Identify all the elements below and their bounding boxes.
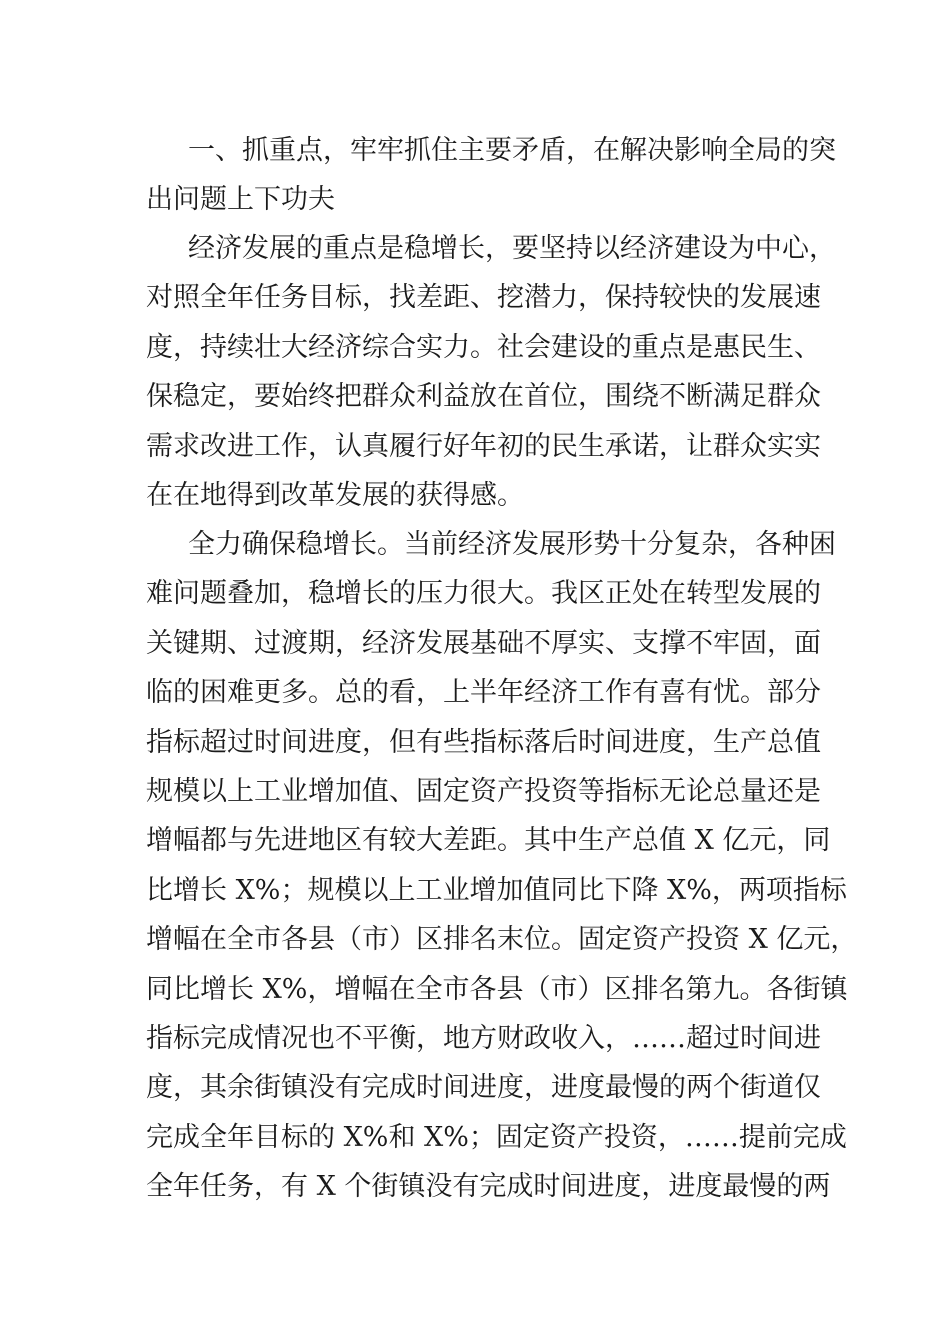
paragraph-line: 度，持续壮大经济综合实力。社会建设的重点是惠民生、 — [146, 331, 821, 363]
paragraph-line: 关键期、过渡期，经济发展基础不厚实、支撑不牢固，面 — [146, 627, 821, 659]
paragraph-line: 需求改进工作，认真履行好年初的民生承诺，让群众实实 — [146, 430, 821, 462]
paragraph-line: 全力确保稳增长。当前经济发展形势十分复杂，各种困 — [188, 529, 836, 560]
paragraph-line: 指标超过时间进度，但有些指标落后时间进度，生产总值 — [146, 726, 821, 758]
paragraph-line: 对照全年任务目标，找差距、挖潜力，保持较快的发展速 — [146, 282, 821, 314]
paragraph-line: 保稳定，要始终把群众利益放在首位，围绕不断满足群众 — [146, 381, 821, 413]
paragraph-economic-focus — [146, 224, 836, 520]
paragraph-line: 全年任务，有 X 个街镇没有完成时间进度，进度最慢的两 — [146, 1171, 831, 1203]
paragraph-line: 同比增长 X%，增幅在全市各县（市）区排名第九。各街镇 — [146, 973, 848, 1005]
heading-line: 出问题上下功夫 — [146, 184, 335, 216]
paragraph-line: 难问题叠加，稳增长的压力很大。我区正处在转型发展的 — [146, 578, 821, 610]
paragraph-line: 指标完成情况也不平衡，地方财政收入，……超过时间进 — [146, 1022, 821, 1054]
paragraph-line: 在在地得到改革发展的获得感。 — [146, 479, 524, 511]
paragraph-line: 完成全年目标的 X%和 X%；固定资产投资，……提前完成 — [146, 1121, 847, 1153]
paragraph-line: 度，其余街镇没有完成时间进度，进度最慢的两个街道仅 — [146, 1072, 821, 1104]
paragraph-line: 经济发展的重点是稳增长，要坚持以经济建设为中心， — [188, 233, 836, 264]
paragraph-stable-growth — [146, 520, 858, 1211]
paragraph-line: 临的困难更多。总的看，上半年经济工作有喜有忧。部分 — [146, 677, 821, 709]
paragraph-line: 增幅都与先进地区有较大差距。其中生产总值 X 亿元，同 — [146, 825, 831, 857]
heading-line: 一、抓重点，牢牢抓住主要矛盾，在解决影响全局的突 — [188, 135, 836, 166]
paragraph-line: 增幅在全市各县（市）区排名末位。固定资产投资 X 亿元， — [146, 924, 858, 956]
section-heading — [146, 126, 836, 225]
paragraph-line: 规模以上工业增加值、固定资产投资等指标无论总量还是 — [146, 775, 821, 807]
paragraph-line: 比增长 X%；规模以上工业增加值同比下降 X%，两项指标 — [146, 874, 847, 906]
